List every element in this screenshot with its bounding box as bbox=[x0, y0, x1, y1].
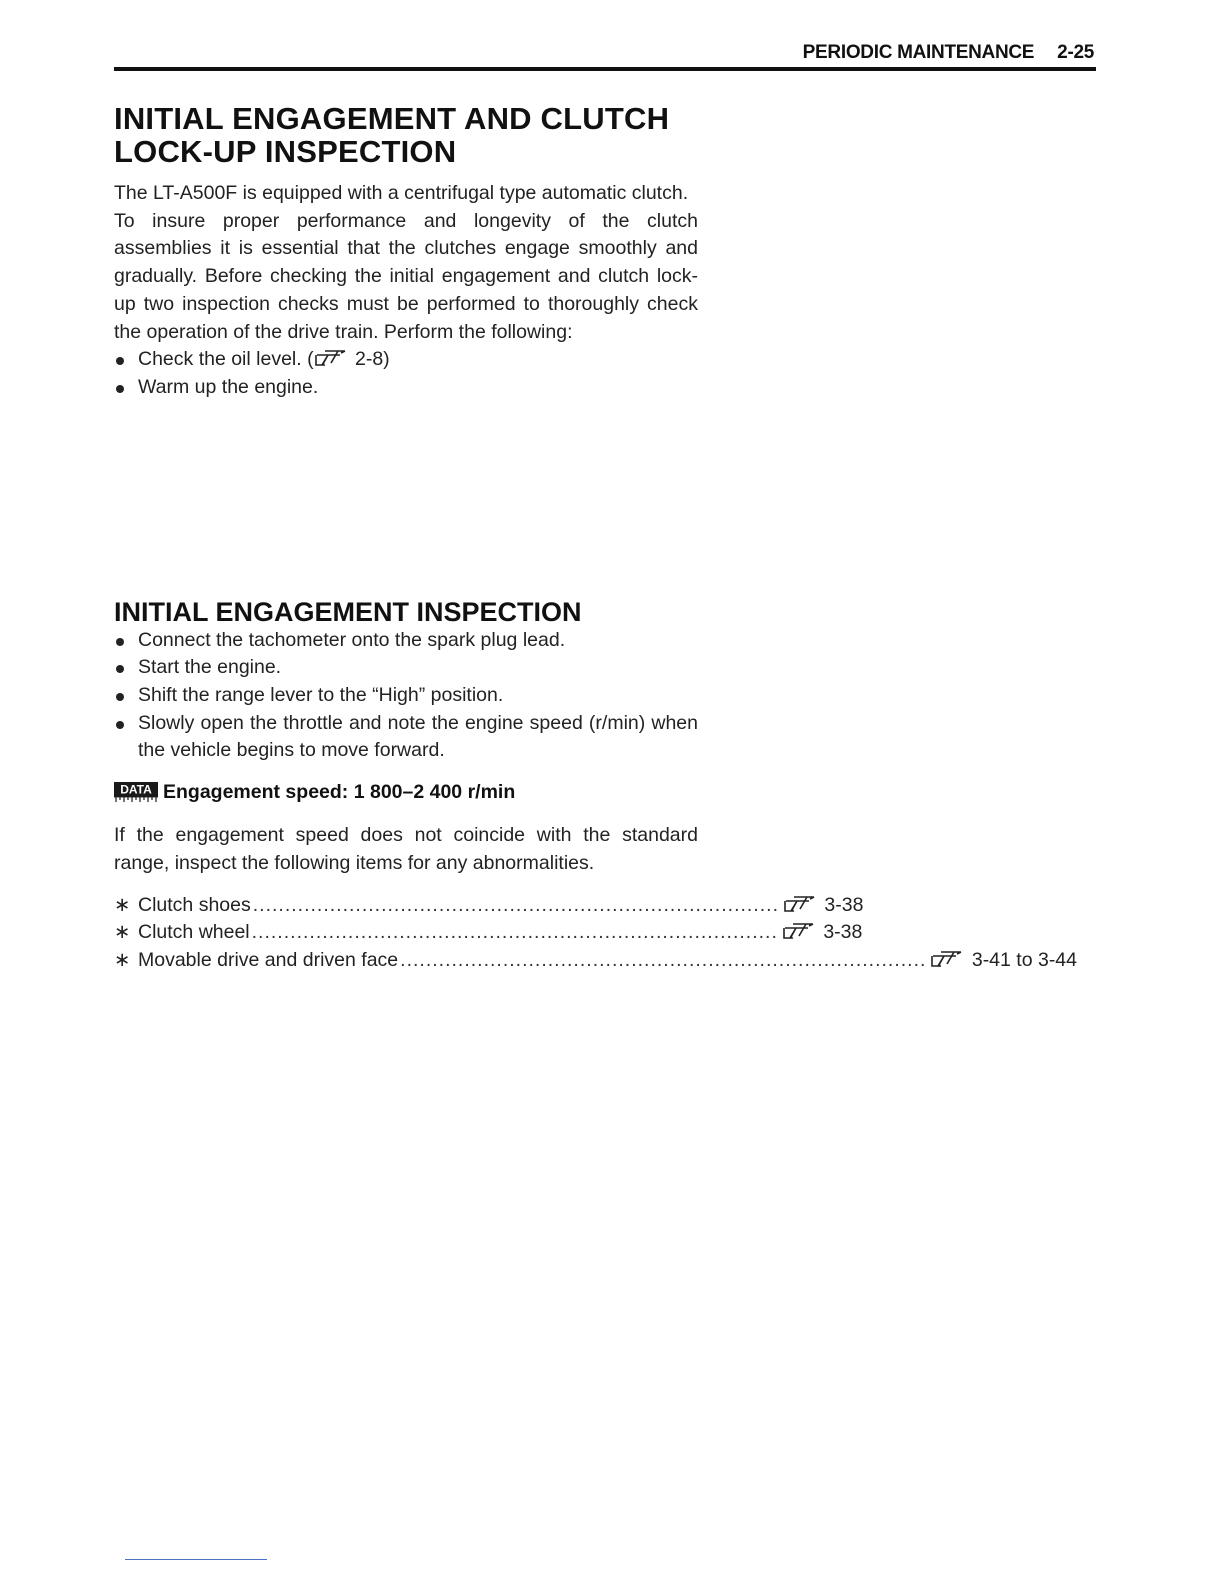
section1-title-line1: INITIAL ENGAGEMENT AND CLUTCH bbox=[114, 101, 670, 136]
list-item bbox=[114, 654, 698, 682]
checklist-ref bbox=[782, 919, 950, 947]
section2-bullet-list bbox=[114, 627, 698, 766]
section1-bullet-list bbox=[114, 346, 698, 401]
section1-para1: The LT-A500F is equipped with a centrifugal type automatic clutch. bbox=[114, 182, 689, 204]
checklist-label: Clutch shoes bbox=[138, 893, 251, 916]
header-section-title: PERIODIC MAINTENANCE bbox=[802, 42, 1035, 63]
section1-para2: To insure proper performance and longevity of the clutch assemblies it is essential that the clutches engage smoothly and gradually. Before checking the initial engagement and clutch lock-up two inspection checks must be performed to thoroughly check the operation of the drive train. Perform the following: bbox=[114, 209, 698, 343]
bullet-icon bbox=[116, 693, 124, 701]
bullet-text: Start the engine. bbox=[138, 656, 282, 679]
bullet-text: Check the oil level. ( bbox=[138, 348, 314, 371]
section1-title-line2: LOCK-UP INSPECTION bbox=[114, 134, 457, 169]
checklist-ref bbox=[783, 892, 951, 920]
reference-hand-icon bbox=[314, 348, 350, 368]
checklist-label: Clutch wheel bbox=[138, 921, 250, 944]
bullet-text: Shift the range lever to the “High” position. bbox=[138, 684, 504, 707]
list-item bbox=[114, 346, 698, 374]
bullet-text: Slowly open the throttle and note the engine speed (r/min) when the vehicle begins to move forward. bbox=[138, 711, 698, 762]
section2-para: If the engagement speed does not coincide with the standard range, inspect the following items for any abnormalities. bbox=[114, 824, 698, 874]
list-item bbox=[114, 710, 698, 765]
header-page-number: 2-25 bbox=[1057, 42, 1094, 63]
reference-hand-icon bbox=[783, 894, 819, 914]
list-item bbox=[114, 627, 698, 655]
section1-title bbox=[114, 102, 698, 168]
page-content bbox=[114, 101, 1077, 975]
inspection-checklist bbox=[114, 892, 1077, 975]
asterisk-icon: ∗ bbox=[114, 893, 131, 916]
data-spec-icon bbox=[114, 782, 158, 802]
list-item bbox=[114, 374, 698, 402]
reference-hand-icon bbox=[930, 949, 966, 969]
checklist-ref bbox=[930, 947, 1098, 975]
list-item bbox=[114, 947, 1077, 975]
bullet-ref: 2-8) bbox=[355, 348, 390, 371]
list-item bbox=[114, 919, 863, 947]
dot-leader: .................................................................................. bbox=[400, 948, 927, 971]
asterisk-icon: ∗ bbox=[114, 948, 131, 971]
section2-title: INITIAL ENGAGEMENT INSPECTION bbox=[114, 596, 582, 627]
bullet-icon bbox=[116, 721, 124, 729]
header-rule bbox=[114, 67, 1096, 71]
bullet-icon bbox=[116, 357, 124, 365]
bullet-icon bbox=[116, 385, 124, 393]
page-header bbox=[803, 42, 1094, 64]
bullet-icon bbox=[116, 638, 124, 646]
engagement-speed-spec: Engagement speed: 1 800–2 400 r/min bbox=[163, 781, 516, 804]
bullet-icon bbox=[116, 665, 124, 673]
checklist-label: Movable drive and driven face bbox=[138, 948, 399, 971]
reference-hand-icon bbox=[782, 921, 818, 941]
dot-leader: .................................................................................. bbox=[251, 921, 778, 944]
list-item bbox=[114, 682, 698, 710]
bullet-text: Connect the tachometer onto the spark plug lead. bbox=[138, 628, 566, 651]
data-icon-label: DATA bbox=[120, 782, 152, 797]
checklist-ref-text: 3-38 bbox=[824, 893, 864, 916]
bullet-text: Warm up the engine. bbox=[138, 375, 319, 398]
asterisk-icon: ∗ bbox=[114, 921, 131, 944]
checklist-ref-text: 3-38 bbox=[823, 921, 863, 944]
checklist-ref-text: 3-41 to 3-44 bbox=[971, 948, 1077, 971]
list-item bbox=[114, 892, 864, 920]
bottom-mark-line bbox=[125, 1559, 267, 1560]
dot-leader: .................................................................................. bbox=[252, 893, 779, 916]
spec-line bbox=[114, 779, 698, 806]
